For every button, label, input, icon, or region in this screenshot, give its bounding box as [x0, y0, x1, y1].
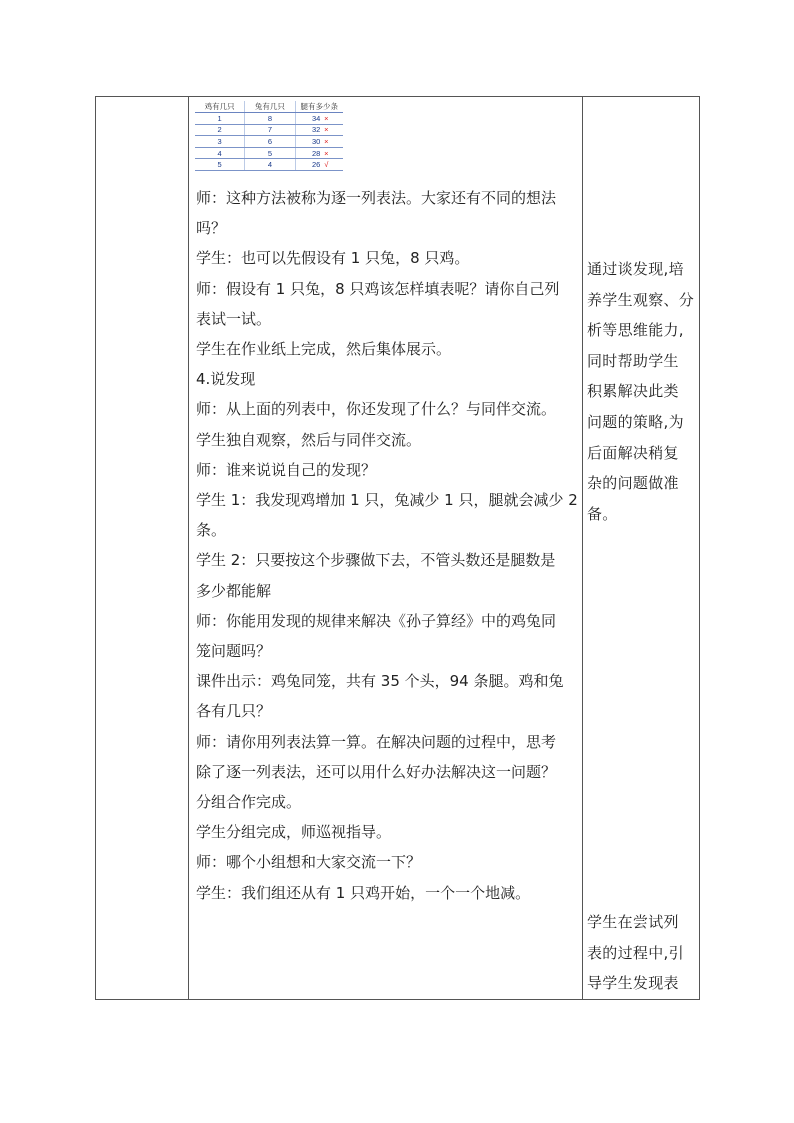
text-line: 笼问题吗？: [196, 642, 272, 661]
note-line: 问题的策略,为: [587, 412, 684, 431]
note-line: 养学生观察、分: [587, 290, 695, 309]
cell-legs: [295, 136, 343, 148]
header-legs: 腿有多少条: [295, 101, 343, 113]
text-line: 学生独自观察，然后与同伴交流。: [196, 430, 422, 449]
text-line: 各有几只？: [196, 702, 272, 721]
text-line: 师：这种方法被称为逐一列表法。大家还有不同的想法: [196, 189, 557, 207]
note-line: 表的过程中,引: [587, 943, 684, 962]
cell-rabbit: 4: [245, 159, 295, 171]
result-mark: ×: [324, 148, 329, 158]
section-heading: 4.说发现: [196, 370, 256, 389]
table-header-row: [195, 101, 343, 113]
text-line: 条。: [196, 521, 227, 540]
text-line: 学生 2：只要按这个步骤做下去，不管头数还是腿数是: [196, 551, 556, 570]
design-intent-note-2: [587, 907, 697, 999]
cell-chicken: 4: [195, 147, 245, 159]
cell-chicken: 2: [195, 124, 245, 136]
table-row: [195, 136, 343, 148]
table-row: [195, 124, 343, 136]
text-line: 师：哪个小组想和大家交流一下？: [196, 853, 422, 872]
note-line: 备。: [587, 504, 618, 523]
text-line: 师：假设有 1 只兔，8 只鸡该怎样填表呢？请你自己列: [196, 279, 560, 298]
text-line: 师：请你用列表法算一算。在解决问题的过程中，思考: [196, 732, 557, 751]
note-line: 积累解决此类: [587, 382, 679, 401]
text-line: 课件出示：鸡兔同笼，共有 35 个头，94 条腿。鸡和兔: [196, 672, 564, 691]
cell-legs: [295, 113, 343, 125]
text-line: 表试一试。: [196, 309, 272, 328]
text-line: 学生：也可以先假设有 1 只兔，8 只鸡。: [196, 249, 470, 268]
cell-legs: [295, 124, 343, 136]
text-line: 学生 1：我发现鸡增加 1 只，兔减少 1 只，腿就会减少 2: [196, 491, 578, 510]
cell-rabbit: 6: [245, 136, 295, 148]
table-row: [195, 113, 343, 125]
text-line: 吗？: [196, 219, 227, 238]
cell-legs: [295, 147, 343, 159]
note-line: 杂的问题做准: [587, 474, 679, 493]
header-rabbit: 兔有几只: [245, 101, 295, 113]
result-mark: ×: [324, 125, 329, 135]
cell-legs: [295, 159, 343, 171]
note-line: 通过谈发现,培: [587, 260, 684, 278]
cell-chicken: 3: [195, 136, 245, 148]
lesson-process-text: [196, 183, 580, 908]
note-line: 析等思维能力,: [587, 321, 684, 340]
cell-rabbit: 5: [245, 147, 295, 159]
text-line: 分组合作完成。: [196, 793, 302, 812]
cell-rabbit: 8: [245, 113, 295, 125]
text-line: 多少都能解: [196, 581, 272, 600]
note-line: 后面解决稍复: [587, 443, 679, 462]
chicken-rabbit-table: [195, 101, 343, 171]
table-row: [195, 159, 343, 171]
note-line: 学生在尝试列: [587, 913, 679, 931]
text-line: 师：从上面的列表中，你还发现了什么？与同伴交流。: [196, 400, 557, 419]
text-line: 学生分组完成，师巡视指导。: [196, 823, 392, 842]
note-line: 导学生发现表: [587, 974, 679, 993]
legs-value: 32: [311, 125, 321, 135]
text-line: 学生在作业纸上完成，然后集体展示。: [196, 340, 452, 359]
cell-rabbit: 7: [245, 124, 295, 136]
text-line: 师：你能用发现的规律来解决《孙子算经》中的鸡兔同: [196, 611, 557, 630]
result-mark: ×: [324, 136, 329, 146]
design-intent-note-1: [587, 254, 697, 529]
cell-chicken: 1: [195, 113, 245, 125]
column-divider-left: [188, 97, 189, 999]
result-mark: ×: [324, 113, 329, 123]
legs-value: 30: [311, 136, 321, 146]
legs-value: 34: [311, 113, 321, 123]
table-row: [195, 147, 343, 159]
result-mark: √: [324, 160, 329, 170]
text-line: 除了逐一列表法，还可以用什么好办法解决这一问题？: [196, 762, 557, 781]
legs-value: 26: [311, 160, 321, 170]
header-chicken: 鸡有几只: [195, 101, 245, 113]
text-line: 学生：我们组还从有 1 只鸡开始，一个一个地减。: [196, 883, 531, 902]
text-line: 师：谁来说说自己的发现？: [196, 460, 377, 479]
note-line: 同时帮助学生: [587, 351, 679, 370]
column-divider-right: [582, 97, 583, 999]
cell-chicken: 5: [195, 159, 245, 171]
legs-value: 28: [311, 148, 321, 158]
